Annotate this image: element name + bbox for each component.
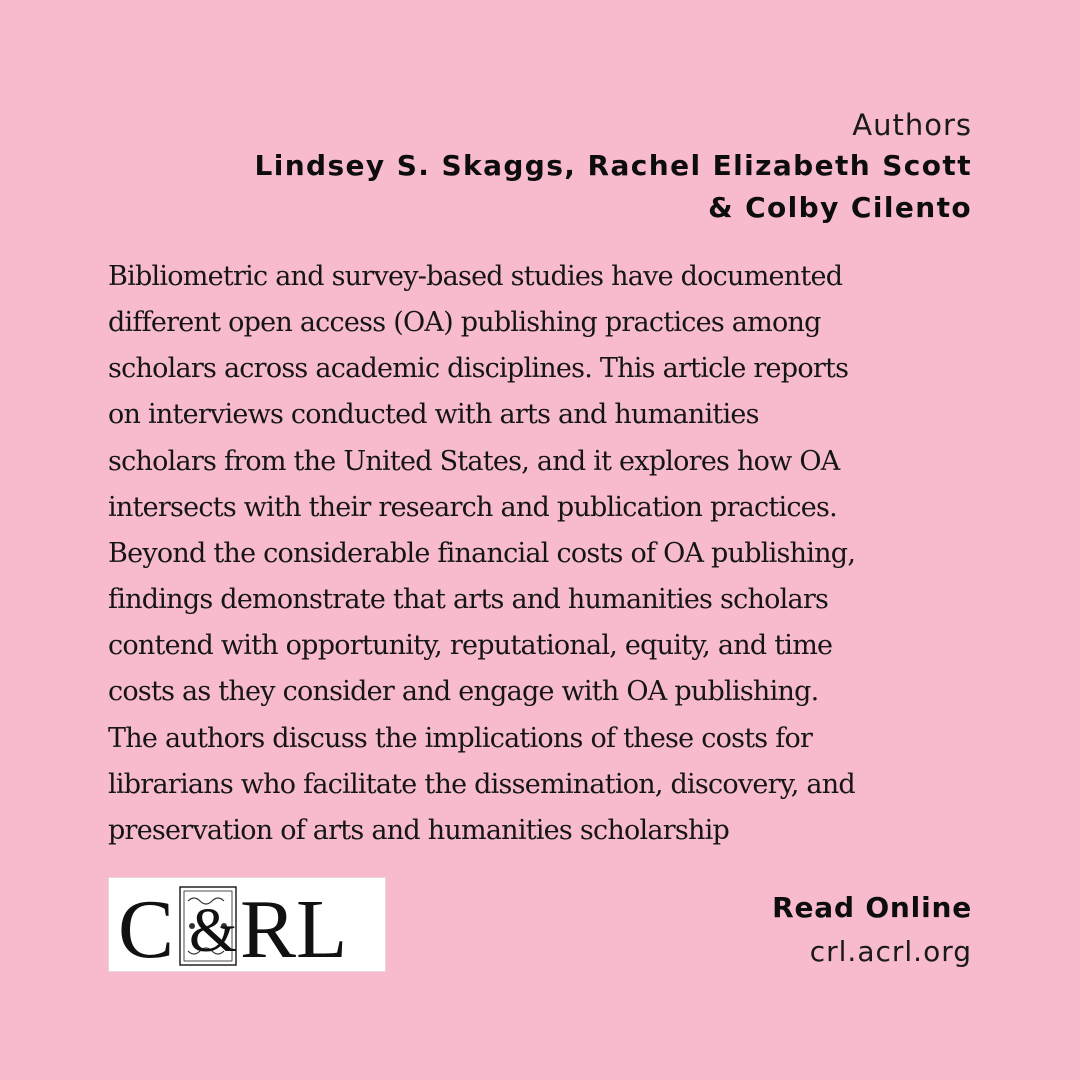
abstract-line: Beyond the considerable financial costs of OA publishing, (108, 537, 856, 569)
authors-names (254, 145, 972, 229)
read-online-block (772, 886, 972, 974)
logo-ampersand: & (189, 896, 238, 965)
read-online-url[interactable]: crl.acrl.org (809, 935, 972, 968)
authors-block (254, 106, 972, 229)
abstract-text (108, 254, 988, 854)
authors-names-line-2: & Colby Cilento (708, 191, 972, 224)
authors-names-line-1: Lindsey S. Skaggs, Rachel Elizabeth Scott (254, 149, 972, 182)
abstract-line: Bibliometric and survey-based studies have documented (108, 261, 843, 292)
abstract-line: intersects with their research and publication practices. (108, 491, 837, 523)
abstract-line: The authors discuss the implications of these costs for (108, 722, 813, 754)
abstract-line: contend with opportunity, reputational, equity, and time (108, 630, 833, 662)
read-online-label: Read Online (772, 891, 972, 924)
abstract-line: librarians who facilitate the dissemination, discovery, and (108, 768, 855, 800)
abstract-line: findings demonstrate that arts and humanities scholars (108, 584, 829, 616)
crl-logo[interactable] (108, 877, 386, 972)
logo-letters-rl: RL (240, 882, 348, 969)
abstract-line: scholars across academic disciplines. This article reports (108, 353, 849, 385)
logo-letter-c: C (118, 882, 175, 969)
abstract-line: preservation of arts and humanities scholarship (108, 814, 730, 846)
journal-logo-icon (112, 881, 382, 969)
abstract-line: different open access (OA) publishing practices among (108, 307, 821, 339)
abstract-line: scholars from the United States, and it explores how OA (108, 445, 840, 477)
abstract-line: costs as they consider and engage with OA publishing. (108, 676, 819, 708)
authors-label: Authors (852, 108, 972, 142)
abstract-line: on interviews conducted with arts and humanities (108, 399, 759, 431)
